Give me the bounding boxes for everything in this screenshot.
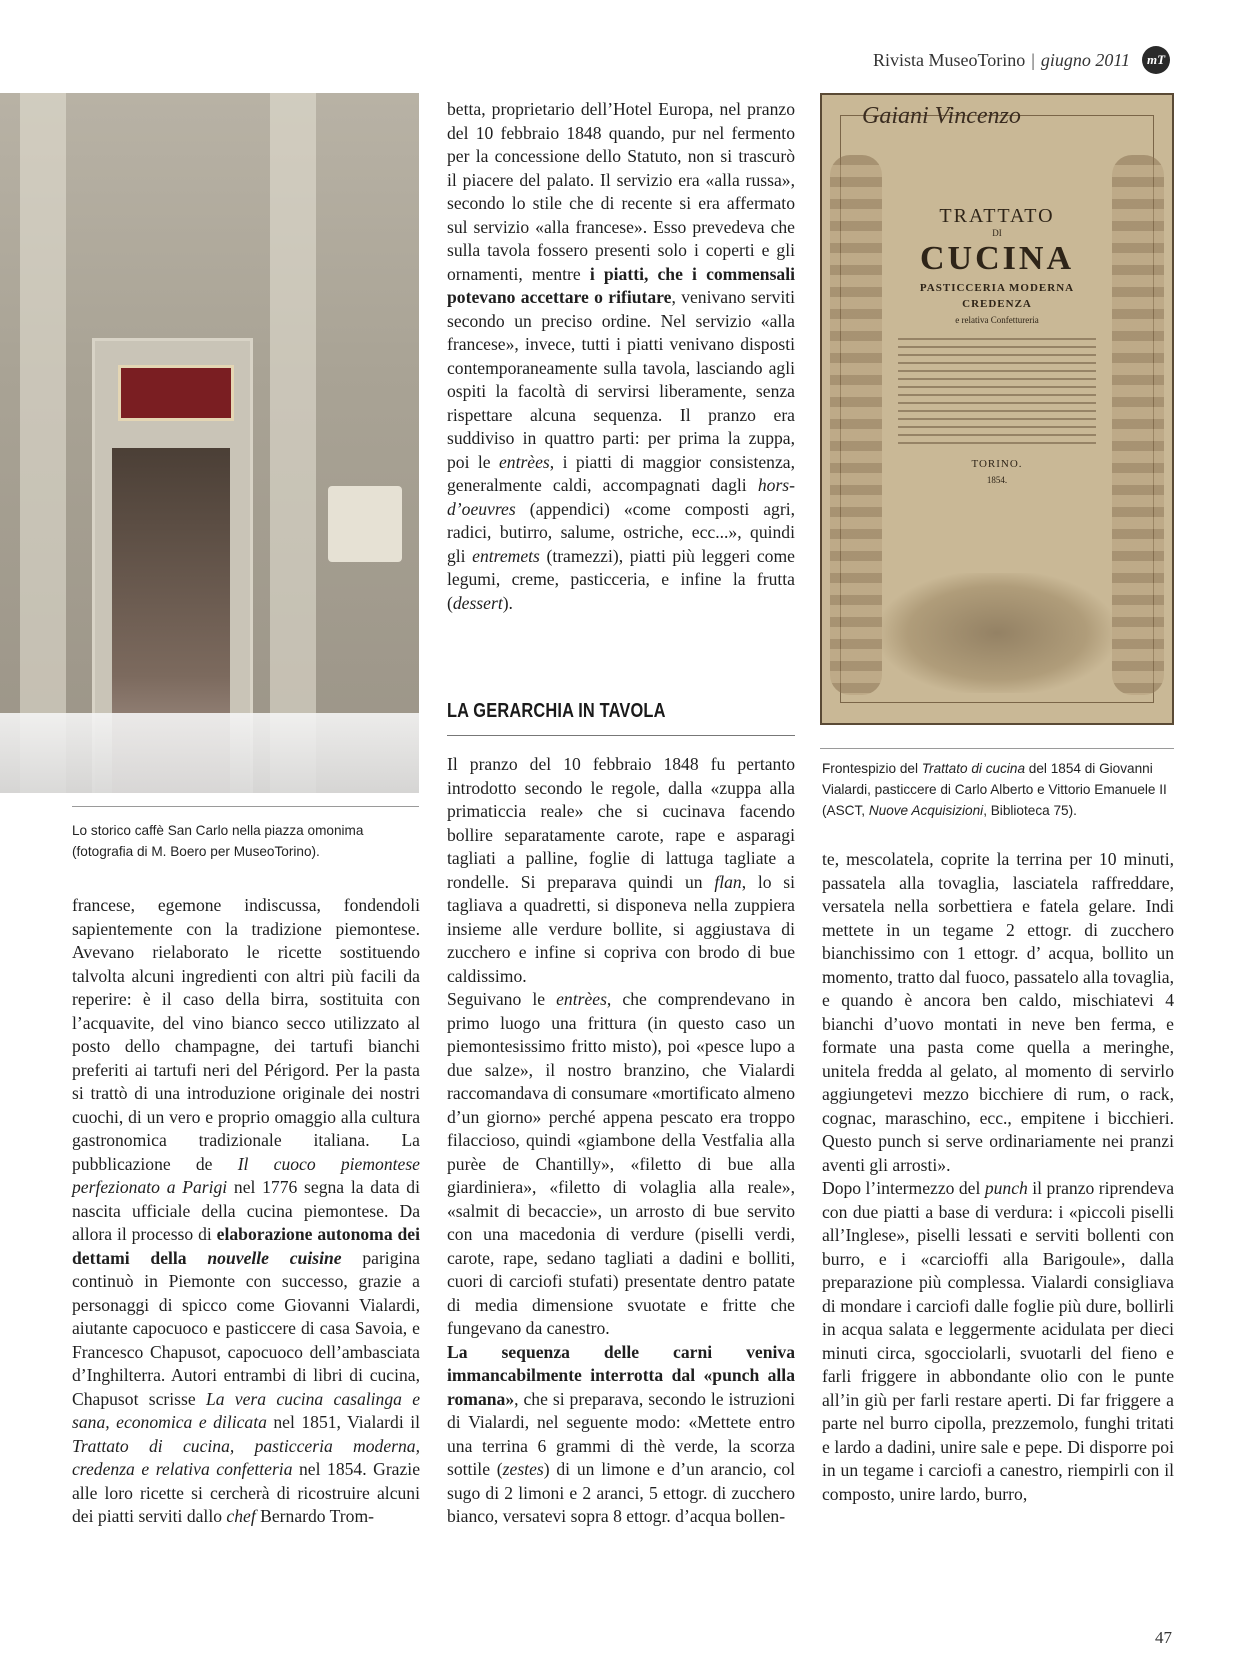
title-page-fine-print xyxy=(898,338,1096,444)
title-page-cucina: CUCINA xyxy=(920,240,1074,277)
left-ornament-icon xyxy=(830,155,882,695)
photo-lavazza-plaque xyxy=(328,486,402,562)
handwritten-signature: Gaiani Vincenzo xyxy=(862,103,1021,129)
trattato-title-page-image xyxy=(820,93,1174,725)
text-column-right xyxy=(822,848,1174,1506)
paragraph: Seguivano le entrèes, che comprendevano in primo luogo una frittura (in questo caso un piemontesissimo fritto misto), poi «pesce lupo a due salze», il nostro branzino, che Vialardi raccomandava di consumare «mortificato almeno d’un giorno» perché appena pescato era troppo filaccioso, quindi «giambone della Vestfalia alla purèe de Chantilly», «filetto di bue alla giardiniera», «filetto di volaglia alla reale», «salmit di becaccie», un arrosto di bue servito con una macedonia di verdure (piselli verdi, carote, rape, sedano tagliati a dadini e bolliti, cuori di carciofi stufati) presentate dentro patate di media dimensione svuotate e fritte che fungevano da canestro. xyxy=(447,989,795,1338)
paragraph: Dopo l’intermezzo del punch il pranzo riprendeva con due piatti a base di verdura: i «piccoli piselli all’Inglese», piselli lessati e serviti bollenti con burro, e i «carcioffi alla Barigoule», dalla preparazione più complessa. Vialardi consigliava di mondare i carciofi dalle foglie più dure, bollirli in acqua salata e leggermente acidulata per dieci minuti circa, sgocciolarli, svuotarli del fieno e farli friggere in abbondante olio con le punte all’in giù per farli restare aperti. Di far friggere a parte nel burro cipolla, prezzemolo, funghi tritati e lardo a dadini, unire sale e pepe. Di disporre poi in un tegame i carciofi a canestro, riempirli con il composto, unire lardo, burro, xyxy=(822,1178,1174,1504)
section-title: LA GERARCHIA IN TAVOLA xyxy=(447,700,666,722)
page-number: 47 xyxy=(1155,1628,1172,1647)
photo-tables xyxy=(0,713,419,793)
magazine-name: Rivista MuseoTorino xyxy=(872,49,1026,70)
paragraph: te, mescolatela, coprite la terrina per 10 minuti, passatela alla tovaglia, lasciatela raffreddare, versatela nella sorbettiera e fatela gelare. Indi mettete in un tegame 2 ettogr. di zucchero bianchissimo con 1 ettogr. d’ acqua, bollito un momento, tratto dal fuoco, passatelo alla tovaglia, e quando è ancora ben caldo, mischiatevi 4 bianchi d’uovo montati in neve ben ferma, e formate una pasta come quella a meringhe, unitela fredda al gelato, al momento di servirlo aggiungetevi mezzo bicchiere di rum, o rack, cognac, maraschino, ecc., empitene i bicchieri. Questo punch si serve ordinariamente nei pranzi aventi gli arrosti». xyxy=(822,849,1174,1175)
right-ornament-icon xyxy=(1112,155,1164,695)
text-column-left xyxy=(72,894,420,1529)
magazine-logo-icon: mT xyxy=(1142,46,1170,74)
paragraph: francese, egemone indiscussa, fondendoli sapientemente con la tradizione piemontese. Avevano rielaborato le ricette sostituendo talvolta alcuni ingredienti con altri più facili da reperire: è il caso della birra, sostituita con l’acquavite, del vino bianco secco utilizzato al posto dello champagne, dei tartufi bianchi preferiti ai tartufi neri del Périgord. Per la pasta si trattò di una introduzione originale dei nostri cuochi, di un vero e proprio omaggio alla cultura gastronomica tradizionale italiana. La pubblicazione de Il cuoco piemontese perfezionato a Parigi nel 1776 segna la data di nascita ufficiale della cucina piemontese. Da allora il processo di elaborazione autonoma dei dettami della nouvelle cuisine parigina continuò in Piemonte con successo, grazie a personaggi di spicco come Giovanni Vialardi, aiutante capocuoco e pasticcere di casa Savoia, e Francesco Chapusot, capocuoco dell’ambasciata d’Inghilterra. Autori entrambi di libri di cucina, Chapusot scrisse La vera cucina casalinga e sana, economica e dilicata nel 1851, Vialardi il Trattato di cucina, pasticceria moderna, credenza e relativa confetteria nel 1854. Grazie alle loro ricette si cercherà di ricostruire alcuni dei piatti serviti dallo chef Bernardo Trom- xyxy=(72,895,421,1526)
caption-rule-left xyxy=(72,806,419,807)
photo-pillar xyxy=(270,93,316,793)
photo-caption-right: Frontespizio del Trattato di cucina del 1854 di Giovanni Vialardi, pasticcere di Carlo Alberto e Vittorio Emanuele II (ASCT, Nuove Acquisizioni, Biblioteca 75). xyxy=(822,761,1167,818)
title-page-city: TORINO. xyxy=(971,458,1023,470)
title-page-text xyxy=(892,205,1102,486)
paragraph: betta, proprietario dell’Hotel Europa, nel pranzo del 10 febbraio 1848 quando, pur nel fermento per la concessione dello Statuto, non si trascurò il piacere del palato. Il servizio era «alla russa», secondo lo stile che di recente si era affermato sul servizio «alla francese». Esso prevedeva che sulla tavola fossero presenti solo i coperti e gli ornamenti, mentre i piatti, che i commensali potevano accettare o rifiutare, venivano serviti secondo un preciso ordine. Nel servizio «alla francese», invece, tutti i piatti venivano disposti contemporaneamente sulla tavola, lasciando agli ospiti la facoltà di servirsi liberamente, senza rispettare alcuna sequenza. Il pranzo era suddiviso in quattro parti: per prima la zuppa, poi le entrèes, i piatti di maggior consistenza, generalmente caldi, accompagnati dagli hors-d’oeuvres (appendici) «come composti agri, radici, butirro, salume, ostriche, ecc...», quindi gli entremets (tramezzi), piatti più leggeri come legumi, creme, pasticceria, e infine la frutta (dessert). xyxy=(447,99,795,613)
photo-caption-left: Lo storico caffè San Carlo nella piazza omonima (fotografia di M. Boero per MuseoTorino). xyxy=(72,823,364,859)
cafe-san-carlo-photo xyxy=(0,93,419,793)
paragraph: Il pranzo del 10 febbraio 1848 fu pertanto introdotto secondo le regole, dalla «zuppa alla primaticcia reale» che si cucinava facendo bollire separatamente carote, rape e asparagi tagliati a palline, foglie di lattuga tagliate a rondelle. Si preparava quindi un flan, lo si tagliava a quadretti, si disponeva nella zuppiera insieme alle verdure bollite, si aggiustava di zucchero e infine si copriva con brodo di bue caldissimo. xyxy=(447,754,796,986)
section-rule xyxy=(447,735,795,736)
title-page-credenza: CREDENZA xyxy=(962,298,1032,310)
photo-cafe-sign xyxy=(118,365,234,421)
title-page-trattato: TRATTATO xyxy=(939,205,1055,227)
title-page-di: DI xyxy=(992,228,1002,238)
title-page-year: 1854. xyxy=(986,475,1008,485)
paragraph: La sequenza delle carni veniva immancabilmente interrotta dal «punch alla romana», che si preparava, secondo le istruzioni di Vialardi, nel seguente modo: «Mettete entro una terrina 6 grammi di thè verde, la scorza sottile (zestes) di un limone e d’un arancio, col sugo di 2 limoni e 2 aranci, 5 ettogr. di zucchero bianco, versatevi sopra 8 ettogr. d’acqua bollen- xyxy=(447,1341,796,1526)
title-page-pasticceria: PASTICCERIA MODERNA xyxy=(919,282,1075,294)
caption-rule-right xyxy=(820,748,1174,749)
text-column-middle-bottom xyxy=(447,753,795,1529)
dragon-illustration-icon xyxy=(882,573,1112,693)
text-column-middle-top xyxy=(447,98,795,615)
page-header xyxy=(873,46,1170,74)
photo-pillar xyxy=(20,93,66,793)
title-page-confettureria: e relativa Confettureria xyxy=(955,315,1039,325)
issue-date: giugno 2011 xyxy=(1040,49,1130,70)
header-separator: | xyxy=(1031,49,1035,70)
